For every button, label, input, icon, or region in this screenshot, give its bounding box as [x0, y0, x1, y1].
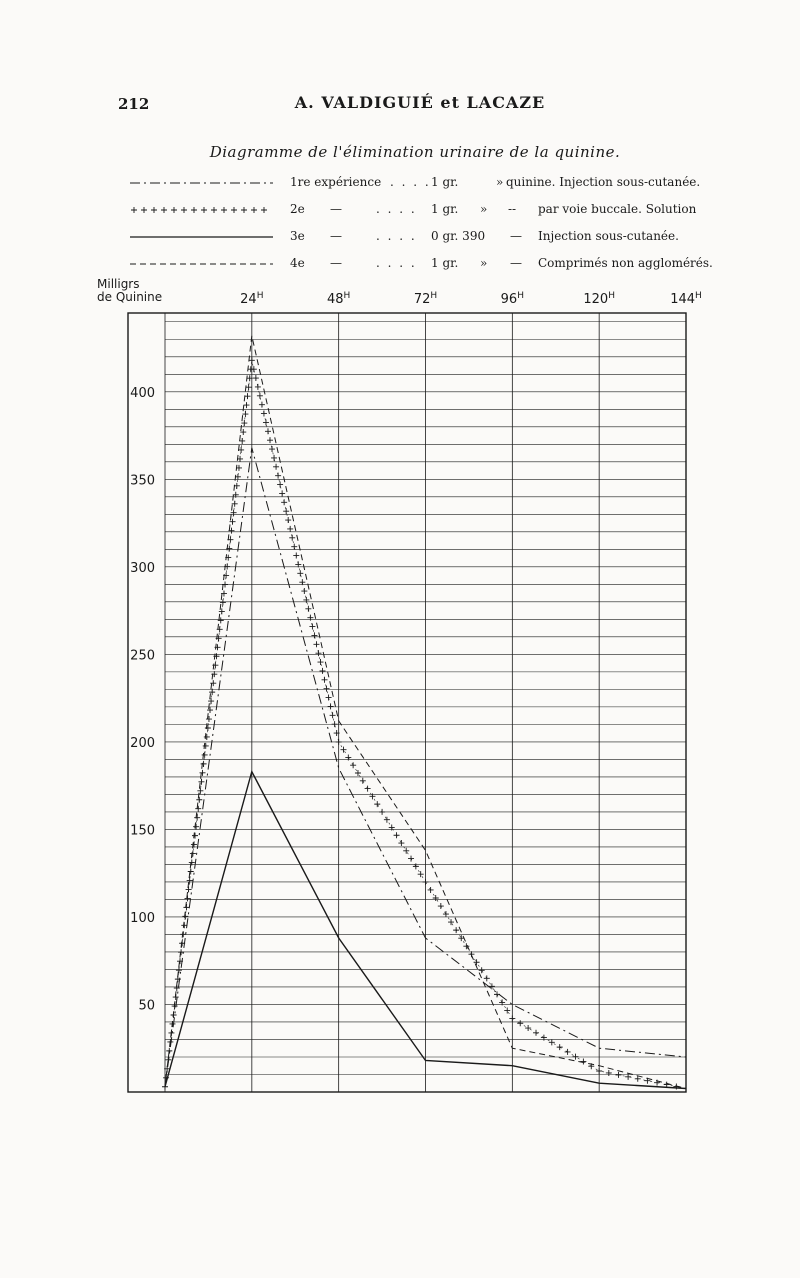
- series-plus-marker: [301, 588, 307, 594]
- series-plus-marker: [479, 967, 485, 973]
- series-plus-marker: [208, 698, 214, 704]
- y-tick-label: 400: [130, 385, 155, 401]
- series-plus-marker: [423, 879, 429, 885]
- series-plus-marker: [195, 806, 201, 812]
- legend-description: Injection sous-cutanée.: [538, 229, 679, 243]
- series-plus-marker: [328, 703, 334, 709]
- series-plus-marker: [433, 895, 439, 901]
- legend-description: par voie buccale. Solution: [538, 202, 697, 216]
- legend-dose: 1 gr.: [431, 202, 459, 216]
- series-plus-marker: [484, 975, 490, 981]
- series-plus-marker: [261, 411, 267, 417]
- series-plus-marker: [313, 641, 319, 647]
- series-plus-marker: [203, 743, 209, 749]
- series-plus-marker: [267, 437, 273, 443]
- series-plus-marker: [271, 455, 277, 461]
- legend-dose: 1 gr.: [431, 175, 459, 189]
- series-plus-marker: [489, 983, 495, 989]
- x-tick-label: $144^H$: [670, 291, 702, 307]
- series-plus-marker: [307, 615, 313, 621]
- x-tick-label: $48^H$: [327, 291, 351, 307]
- plot-frame: [128, 313, 686, 1092]
- series-plus-marker: [509, 1015, 515, 1021]
- y-tick-label: 300: [130, 560, 155, 576]
- series-plus-marker: [206, 716, 212, 722]
- x-tick-label: $96^H$: [500, 291, 524, 307]
- series-plus-marker: [192, 833, 198, 839]
- series-plus-marker: [517, 1020, 523, 1026]
- y-tick-label: 150: [130, 823, 155, 839]
- legend-dots: . . . .: [376, 202, 417, 216]
- series-plus-marker: [615, 1072, 621, 1078]
- series-plus-marker: [332, 721, 338, 727]
- y-tick-label: 200: [130, 735, 155, 751]
- series-plus-marker: [285, 517, 291, 523]
- series-plus-marker: [340, 747, 346, 753]
- series-plus-marker: [533, 1030, 539, 1036]
- legend-mark: »: [480, 256, 488, 270]
- x-tick-label: $120^H$: [583, 291, 615, 307]
- y-tick-label: 50: [138, 998, 155, 1014]
- series-plus-marker: [201, 761, 207, 767]
- series-plus-marker: [265, 428, 271, 434]
- series-plus-marker: [293, 553, 299, 559]
- legend-dots: . . . .: [376, 256, 417, 270]
- series-plus-marker: [297, 570, 303, 576]
- series-plus-marker: [188, 868, 194, 874]
- series-plus-marker: [287, 526, 293, 532]
- series-plus-marker: [193, 824, 199, 830]
- series-plus-marker: [504, 1007, 510, 1013]
- series-plus-marker: [365, 786, 371, 792]
- series-plus-marker: [355, 770, 361, 776]
- series-plus-marker: [281, 499, 287, 505]
- series-plus-marker: [200, 770, 206, 776]
- series-plus-marker: [596, 1068, 602, 1074]
- series-plus-marker: [565, 1049, 571, 1055]
- series-plus-marker: [204, 734, 210, 740]
- series-plus-marker: [309, 624, 315, 630]
- series-plus-marker: [494, 991, 500, 997]
- y-tick-label: 350: [130, 473, 155, 489]
- legend-label: 2e: [290, 202, 305, 216]
- series-plus-marker: [418, 871, 424, 877]
- series-plus-marker: [295, 561, 301, 567]
- legend-ditto-2: --: [508, 202, 517, 216]
- series-plus-marker: [246, 384, 252, 390]
- series-plus-marker: [317, 659, 323, 665]
- series-plus-marker: [305, 606, 311, 612]
- series-plus-marker: [438, 903, 444, 909]
- series-plus-marker: [443, 911, 449, 917]
- series-plus-marker: [326, 695, 332, 701]
- legend-dots: . . . .: [390, 175, 431, 189]
- running-title: A. VALDIGUIÉ et LACAZE: [294, 93, 546, 112]
- series-plus-marker: [253, 375, 259, 381]
- series-plus-marker: [580, 1058, 586, 1064]
- legend-mark: »: [496, 175, 504, 189]
- chart-title: Diagramme de l'élimination urinaire de la quinine.: [209, 143, 621, 161]
- legend-ditto-2: —: [510, 256, 522, 270]
- series-plus-marker: [275, 473, 281, 479]
- y-axis-caption-line-2: de Quinine: [97, 290, 163, 304]
- series-plus-marker: [453, 927, 459, 933]
- series-plus-marker: [384, 817, 390, 823]
- series-plus-marker: [194, 815, 200, 821]
- series-plus-marker: [336, 739, 342, 745]
- series-plus-marker: [283, 508, 289, 514]
- legend-description: quinine. Injection sous-cutanée.: [506, 175, 701, 189]
- series-plus-marker: [187, 877, 193, 883]
- series-plus-marker: [269, 446, 275, 452]
- series-plus-marker: [474, 959, 480, 965]
- series-plus-marker: [245, 393, 251, 399]
- series-plus-marker: [279, 490, 285, 496]
- series-plus-marker: [525, 1025, 531, 1031]
- series-plus-marker: [273, 464, 279, 470]
- series-plus-marker: [196, 797, 202, 803]
- legend-dose: 0 gr. 390: [431, 229, 486, 243]
- legend-label: 1re expérience: [290, 175, 382, 189]
- legend-mark: »: [480, 202, 488, 216]
- series-plus-marker: [202, 752, 208, 758]
- series-plus-marker: [289, 535, 295, 541]
- series-plus-marker: [263, 419, 269, 425]
- series-plus-marker: [394, 832, 400, 838]
- series-plus-marker: [403, 848, 409, 854]
- legend-dots: . . . .: [376, 229, 417, 243]
- series-plus-marker: [311, 632, 317, 638]
- legend-mark: —: [510, 229, 522, 243]
- series-plus-marker: [398, 840, 404, 846]
- series-plus-marker: [178, 949, 184, 955]
- series-plus-marker: [360, 778, 366, 784]
- page-number: 212: [118, 95, 150, 113]
- series-plus-marker: [259, 402, 265, 408]
- series-plus-marker: [322, 677, 328, 683]
- legend-dose: 1 gr.: [431, 256, 459, 270]
- series-plus-marker: [606, 1070, 612, 1076]
- series-plus-marker: [218, 617, 224, 623]
- y-tick-label: 100: [130, 910, 155, 926]
- series-plus-marker: [207, 707, 213, 713]
- legend-ditto: —: [330, 202, 342, 216]
- series-plus-marker: [197, 788, 203, 794]
- series-plus-marker: [277, 482, 283, 488]
- legend-ditto: —: [330, 229, 342, 243]
- x-tick-label: $72^H$: [413, 291, 438, 307]
- series-plus-marker: [291, 544, 297, 550]
- series-plus-marker: [186, 886, 192, 892]
- y-tick-label: 250: [130, 648, 155, 664]
- series-plus-marker: [408, 856, 414, 862]
- series-plus-marker: [257, 393, 263, 399]
- series-plus-marker: [324, 686, 330, 692]
- series-plus-marker: [350, 762, 356, 768]
- series-plus-marker: [448, 919, 454, 925]
- series-plus-marker: [243, 402, 249, 408]
- series-plus-marker: [379, 809, 385, 815]
- series-plus-marker: [572, 1054, 578, 1060]
- series-plus-marker: [242, 411, 248, 417]
- series-plus-marker: [428, 887, 434, 893]
- series-plus-marker: [557, 1044, 563, 1050]
- series-plus-marker: [549, 1039, 555, 1045]
- series-plus-marker: [320, 668, 326, 674]
- series-plus-marker: [255, 384, 261, 390]
- legend-description: Comprimés non agglomérés.: [538, 256, 713, 270]
- series-plus-marker: [249, 357, 255, 363]
- legend-label: 4e: [290, 256, 305, 270]
- legend-label: 3e: [290, 229, 305, 243]
- x-tick-label: $24^H$: [240, 291, 264, 307]
- legend-ditto: —: [330, 256, 342, 270]
- series-plus-marker: [315, 650, 321, 656]
- series-plus-marker: [205, 725, 211, 731]
- series-plus-marker: [374, 801, 380, 807]
- series-plus-marker: [190, 851, 196, 857]
- series-plus-marker: [198, 779, 204, 785]
- y-axis-caption-line-1: Milligrs: [97, 277, 140, 291]
- series-plus-marker: [330, 712, 336, 718]
